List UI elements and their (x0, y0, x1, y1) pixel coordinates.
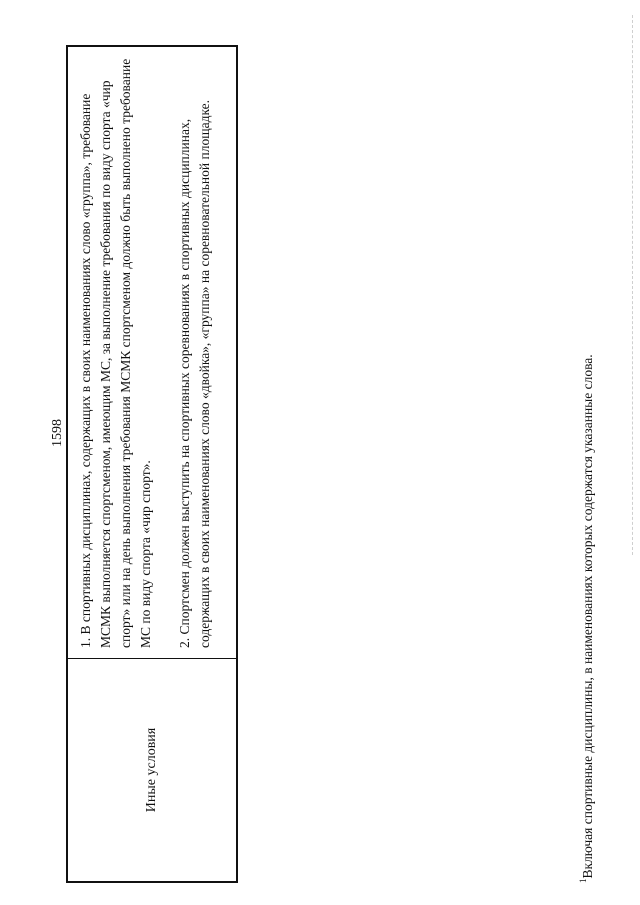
paragraph-gap (156, 57, 175, 648)
label-text: Иные условия (144, 727, 159, 813)
condition-2-text: 2. Спортсмен должен выступить на спортивных соревнованиях в спортивных дисциплинах, содержащих в своих наименованиях слово «двойка», «группа» на соревновательной площадке. (177, 99, 212, 648)
conditions-table (66, 45, 238, 883)
page-number: 1598 (50, 419, 65, 447)
page-edge-divider (632, 15, 633, 555)
condition-1-text: 1. В спортивных дисциплинах, содержащих в своих наименованиях слово «группа», требование МСМК выполняется спортсменом, имеющим МС, за выполнение требования по виду спорта «чир спорт» или на день выполнения требования МСМК спортсменом должно быть выполнено требование МС по виду спорта «чир спорт». (78, 58, 153, 648)
footnote (580, 354, 596, 883)
footnote-text: Включая спортивные дисциплины, в наименованиях которых содержатся указанные слова. (580, 354, 595, 879)
footnote-marker: 1 (578, 878, 588, 883)
table-row-content (68, 47, 236, 658)
table-row-label (68, 658, 236, 881)
